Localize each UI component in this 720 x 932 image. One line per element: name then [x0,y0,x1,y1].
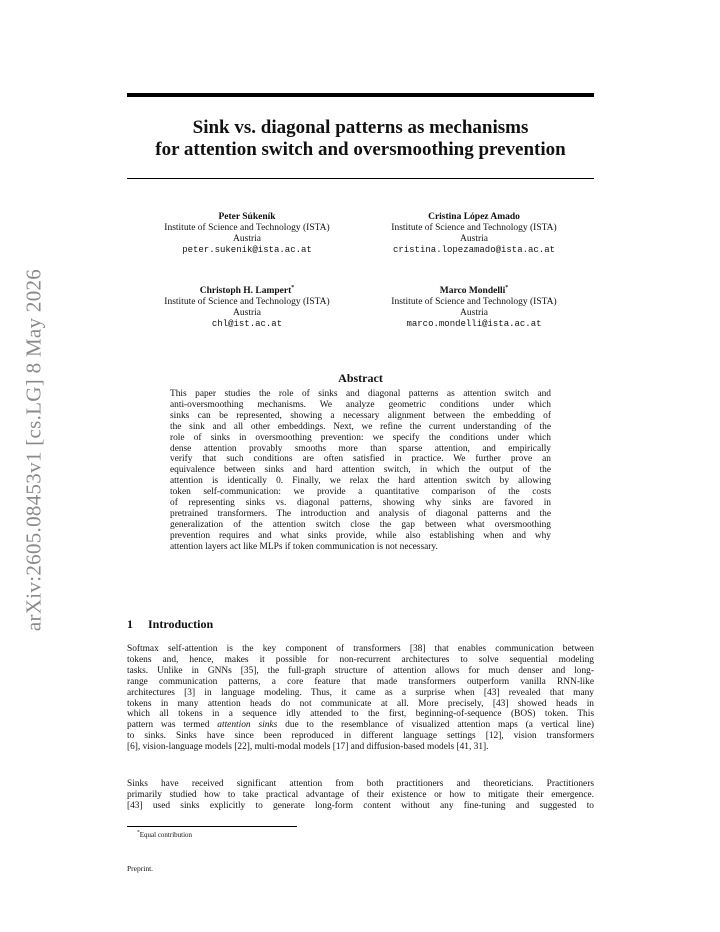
author-affiliation: Institute of Science and Technology (ISTA) [391,223,557,233]
paragraph-line: [43] used sinks explicitly to generate long-form content without any fine-tuning and suggested to [127,800,594,811]
paragraph-line: range communication patterns, a core feature that made transformers outperform vanilla RNN-like [127,676,594,687]
preprint-label: Preprint. [127,864,154,873]
abstract-line: This paper studies the role of sinks and diagonal patterns as attention switch and [170,389,551,399]
abstract-line: pretrained transformers. The introduction and analysis of diagonal patterns and the [170,508,551,519]
intro-paragraph-1 [127,644,594,753]
author-email[interactable]: cristina.lopezamado@ista.ac.at [392,245,556,255]
author-name: Peter Súkeník [218,212,276,222]
author-country: Austria [460,308,488,318]
title-top-rule [127,93,594,97]
paragraph-line: Softmax self-attention is the key component of transformers [38] that enables communication between [127,644,594,654]
author-name: Christoph H. Lampert [199,286,292,296]
abstract-line: prevention requires and what sinks provide, while also establishing when and why [170,530,551,541]
author-email[interactable]: marco.mondelli@ista.ac.at [406,319,542,329]
paragraph-line: which all tokens in a sequence idly attended to the first, beginning-of-sequence (BOS) token. This [127,709,594,720]
title-line-2: for attention switch and oversmoothing prevention [155,139,566,160]
abstract-line: role of sinks in oversmoothing prevention: we specify the conditions under which [170,432,551,443]
paragraph-line: primarily studied how to take practical advantage of their existence or how to mitigate their emergence. [127,789,594,800]
paragraph-line: tokens and, hence, makes it possible for non-recurrent architectures to solve sequential modeling [127,654,594,665]
paragraph-line: tasks. Unlike in GNNs [35], the full-graph structure of attention allows for much denser and long- [127,665,594,676]
title-bottom-rule [127,178,594,179]
abstract-line: the sink and all other embeddings. Next, we refine the current understanding of the [170,421,551,432]
arxiv-identifier: arXiv:2605.08453v1 [cs.LG] 8 May 2026 [21,268,46,632]
abstract-line: verify that such conditions are often satisfied in practice. We further prove an [170,454,551,465]
paper-title [127,117,594,161]
footnote-text: Equal contribution [139,831,193,839]
section-heading [127,617,213,632]
paragraph-line [127,720,594,731]
author-name: Cristina López Amado [428,212,520,222]
footnote-rule [127,826,297,827]
paragraph-line: architectures [3] in language modeling. Thus, it came as a surprise when [43] revealed that many [127,687,594,698]
paragraph-line: tokens in many attention heads do not communicate at all. More precisely, [43] showed heads in [127,698,594,709]
author-block [134,286,360,330]
abstract-line: token self-communication: we provide a quantitative comparison of the costs [170,487,551,498]
section-number: 1 [127,617,133,631]
author-affiliation: Institute of Science and Technology (ISTA) [164,223,330,233]
abstract-line: of representing sinks vs. diagonal patterns, showing why sinks are favored in [170,498,551,509]
abstract-line: equivalence between sinks and hard attention switch, in which the output of the [170,465,551,476]
abstract-line: attention layers act like MLPs if token communication is not necessary. [170,541,438,552]
author-affiliation: Institute of Science and Technology (ISTA) [391,297,557,307]
author-block [361,286,587,330]
section-title: Introduction [148,617,214,631]
author-block [361,212,587,256]
footnote-mark: * [137,829,140,836]
author-name: Marco Mondelli [439,286,506,296]
author-country: Austria [460,234,488,244]
author-country: Austria [233,234,261,244]
abstract-body [170,389,551,553]
paragraph-line: to sinks. Sinks have since been reproduced in different language settings [12], vision transformers [127,731,594,742]
footnote [137,831,192,839]
title-line-1: Sink vs. diagonal patterns as mechanisms [192,117,529,138]
author-affiliation: Institute of Science and Technology (ISTA) [164,297,330,307]
intro-paragraph-2 [127,779,594,812]
abstract-line: generalization of the attention switch close the gap between what oversmoothing [170,519,551,530]
author-mark: * [505,284,509,291]
abstract-line: dense attention provably smooths more than sparse attention, and empirically [170,443,551,454]
paragraph-line: [6], vision-language models [22], multi-modal models [17] and diffusion-based models [41, 31]. [127,742,489,753]
author-mark: * [291,284,295,291]
term-attention-sinks: attention sinks [217,720,278,731]
abstract-line: anti-oversmoothing mechanisms. We analyze geometric conditions under which [170,399,551,410]
line-text: pattern was termed [127,720,218,731]
line-text: due to the resemblance of visualized attention maps (a vertical line) [277,720,595,731]
author-country: Austria [233,308,261,318]
author-block [134,212,360,256]
paragraph-line: Sinks have received significant attention from both practitioners and theoreticians. Practitioners [127,779,594,789]
author-email[interactable]: chl@ist.ac.at [211,319,283,329]
abstract-heading: Abstract [338,371,383,385]
abstract-line: sinks can be represented, showing a necessary alignment between the embedding of [170,410,551,421]
author-email[interactable]: peter.sukenik@ista.ac.at [182,245,312,255]
abstract-line: attention is identically 0. Finally, we relax the hard attention switch by allowing [170,476,551,487]
